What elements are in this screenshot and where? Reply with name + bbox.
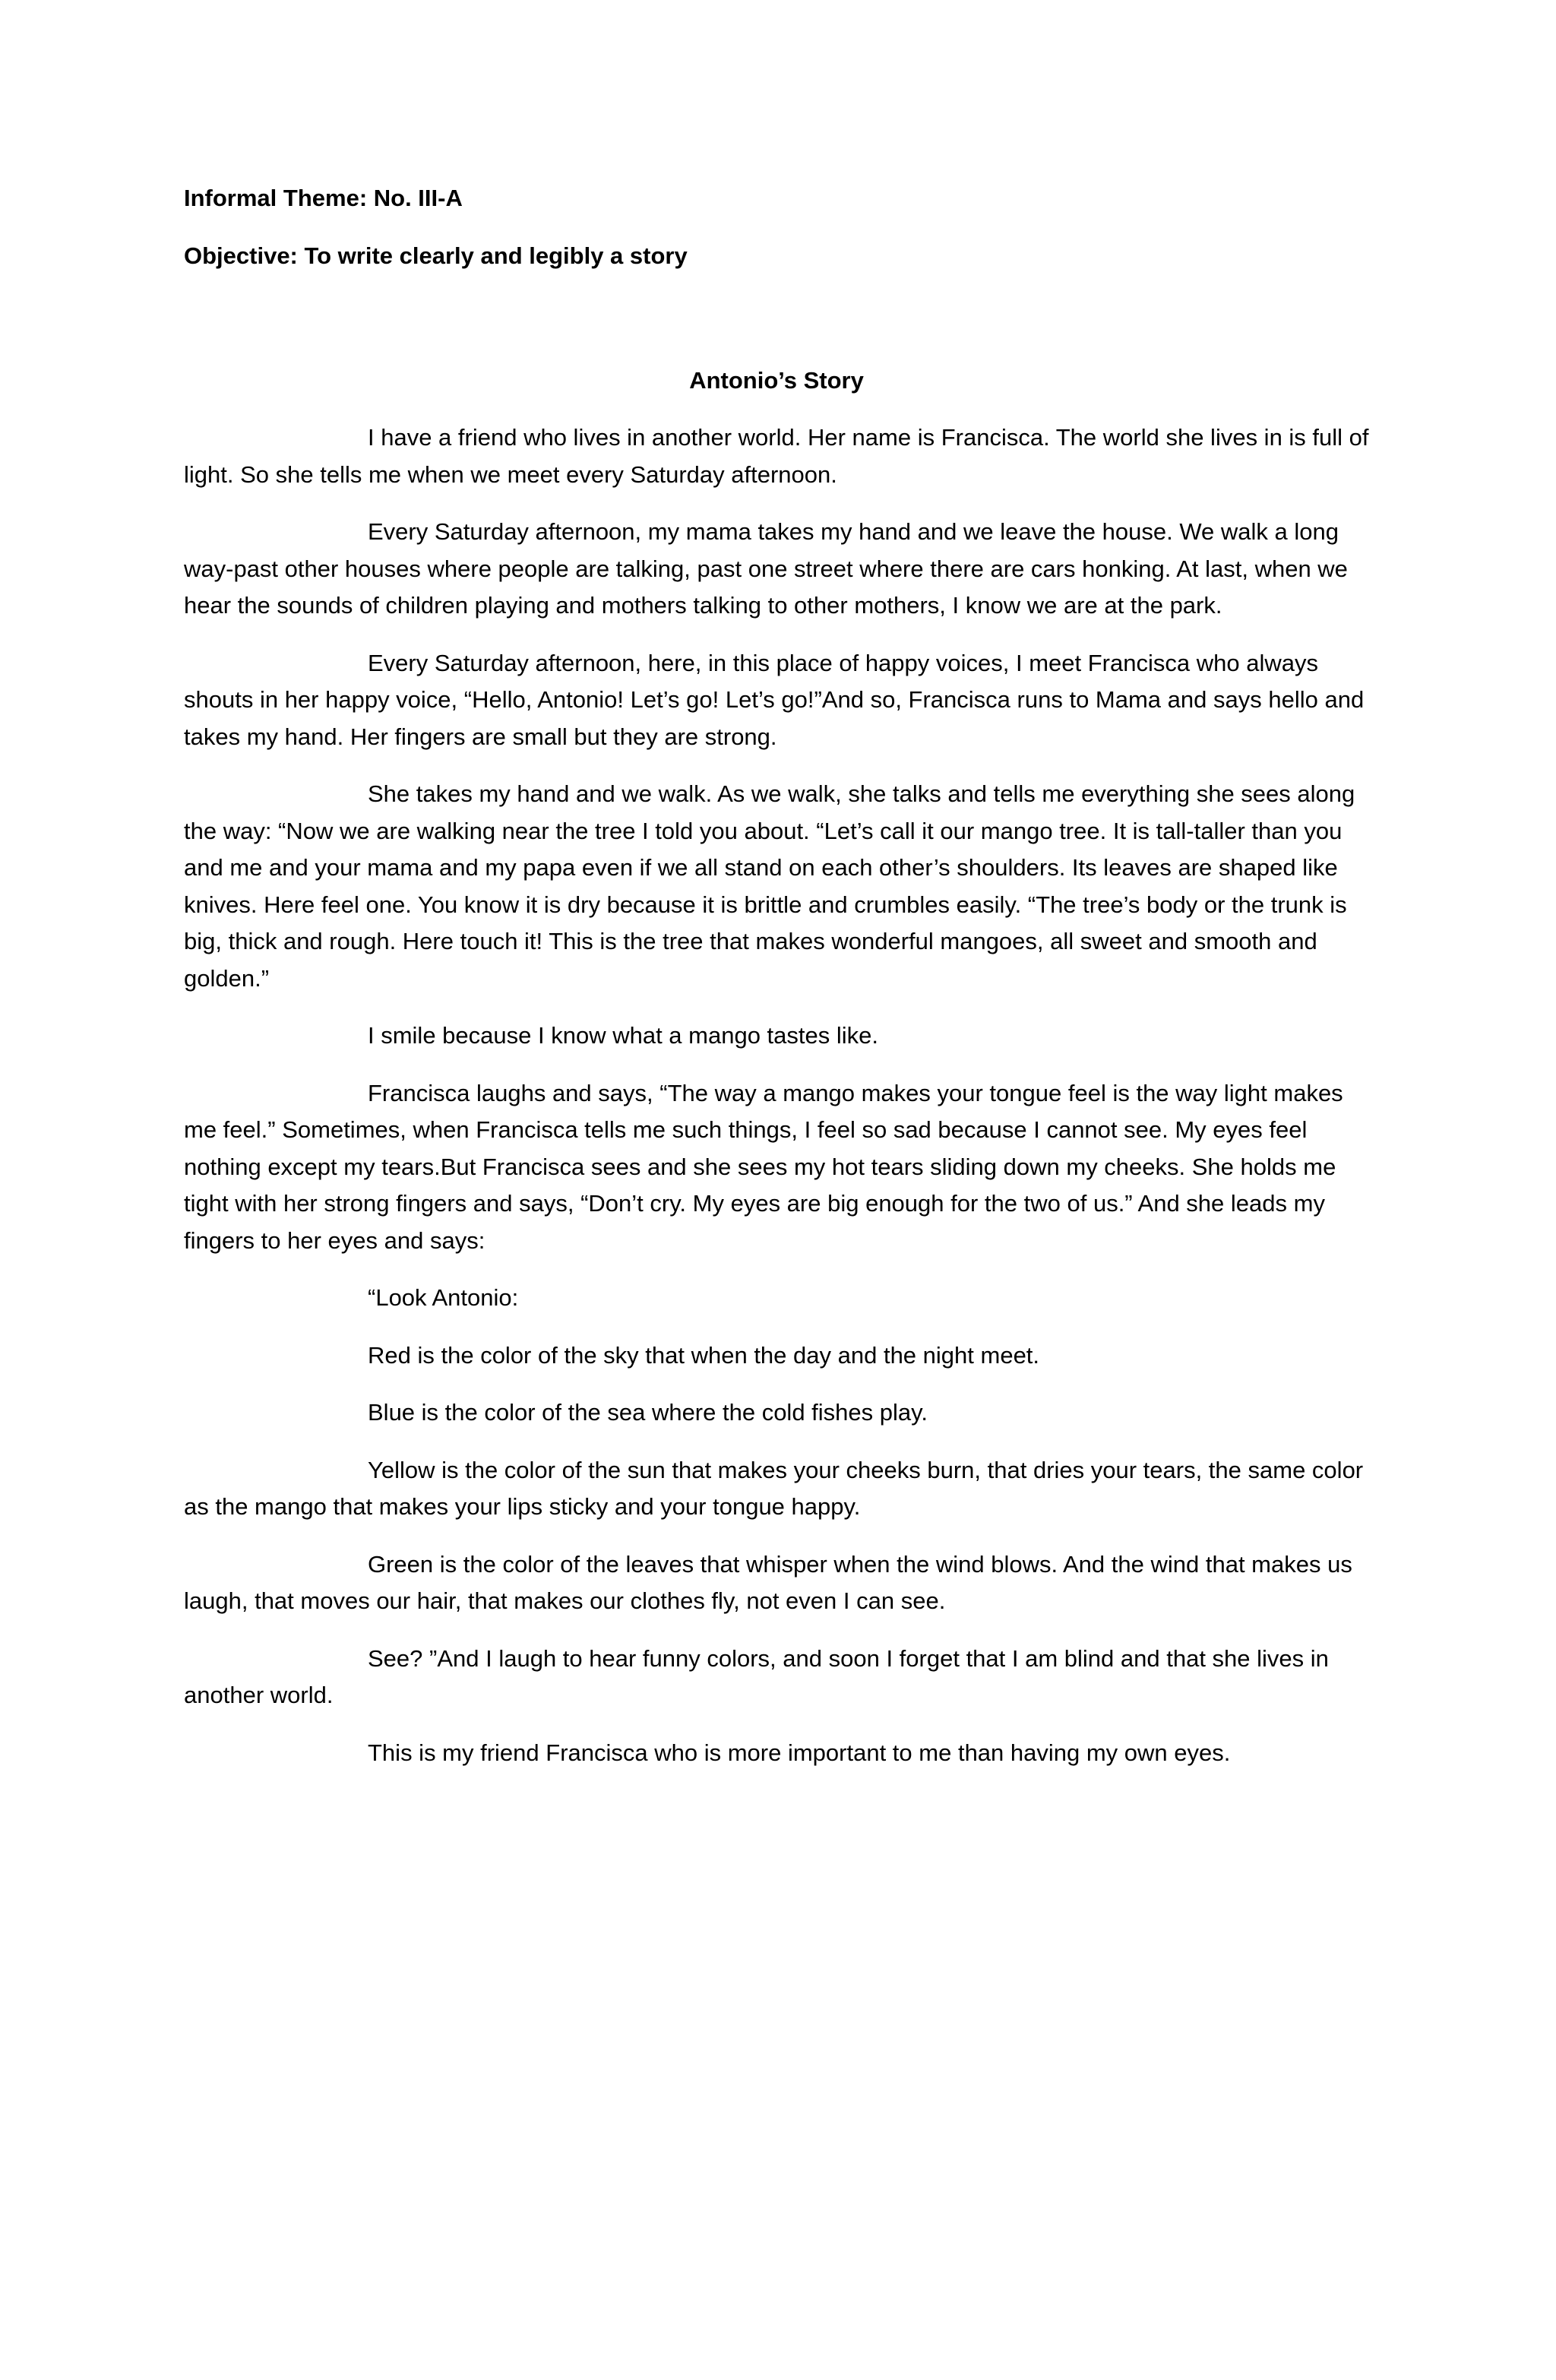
story-title: Antonio’s Story xyxy=(689,367,864,394)
story-paragraph: Every Saturday afternoon, here, in this place of happy voices, I meet Francisca who always shouts in her happy voice, “Hello, Antonio! Let’s go! Let’s go!”And so, Francisca runs to Mama and says hello and takes my hand. Her fingers are small but they are strong. xyxy=(184,649,1365,750)
story-paragraph: See? ”And I laugh to hear funny colors, and soon I forget that I am blind and that she lives in another world. xyxy=(184,1644,1329,1708)
objective-heading: Objective: To write clearly and legibly a story xyxy=(184,242,688,269)
story-paragraph: This is my friend Francisca who is more important to me than having my own eyes. xyxy=(368,1739,1231,1766)
story-paragraph: “Look Antonio: xyxy=(368,1284,519,1311)
story-paragraph: Yellow is the color of the sun that makes your cheeks burn, that dries your tears, the same color as the mango that makes your lips sticky and your tongue happy. xyxy=(184,1456,1364,1520)
document-page xyxy=(184,181,1377,1792)
story-paragraph: Blue is the color of the sea where the cold fishes play. xyxy=(368,1399,928,1426)
story-paragraph: I have a friend who lives in another world. Her name is Francisca. The world she lives in is full of light. So she tells me when we meet every Saturday afternoon. xyxy=(184,424,1369,488)
story-paragraph: Green is the color of the leaves that whisper when the wind blows. And the wind that makes us laugh, that moves our hair, that makes our clothes fly, not even I can see. xyxy=(184,1550,1352,1614)
theme-heading: Informal Theme: No. III-A xyxy=(184,185,463,211)
story-paragraph: Francisca laughs and says, “The way a mango makes your tongue feel is the way light makes me feel.” Sometimes, when Francisca tells me such things, I feel so sad because I cannot see. My eyes feel nothing except my tears.But Francisca sees and she sees my hot tears sliding down my cheeks. She holds me tight with her strong fingers and says, “Don’t cry. My eyes are big enough for the two of us.” And she leads my fingers to her eyes and says: xyxy=(184,1079,1343,1254)
story-paragraph: I smile because I know what a mango tastes like. xyxy=(368,1022,878,1049)
story-paragraph: Every Saturday afternoon, my mama takes my hand and we leave the house. We walk a long way-past other houses where people are talking, past one street where there are cars honking. At last, when we hear the sounds of children playing and mothers talking to other mothers, I know we are at the park. xyxy=(184,518,1348,619)
story-paragraph: She takes my hand and we walk. As we walk, she talks and tells me everything she sees along the way: “Now we are walking near the tree I told you about. “Let’s call it our mango tree. It is tall-taller than you and me and your mama and my papa even if we all stand on each other’s shoulders. Its leaves are shaped like knives. Here feel one. You know it is dry because it is brittle and crumbles easily. “The tree’s body or the trunk is big, thick and rough. Here touch it! This is the tree that makes wonderful mangoes, all sweet and smooth and golden.” xyxy=(184,780,1355,992)
story-paragraph: Red is the color of the sky that when the day and the night meet. xyxy=(368,1341,1040,1369)
story-body xyxy=(184,419,1377,1771)
